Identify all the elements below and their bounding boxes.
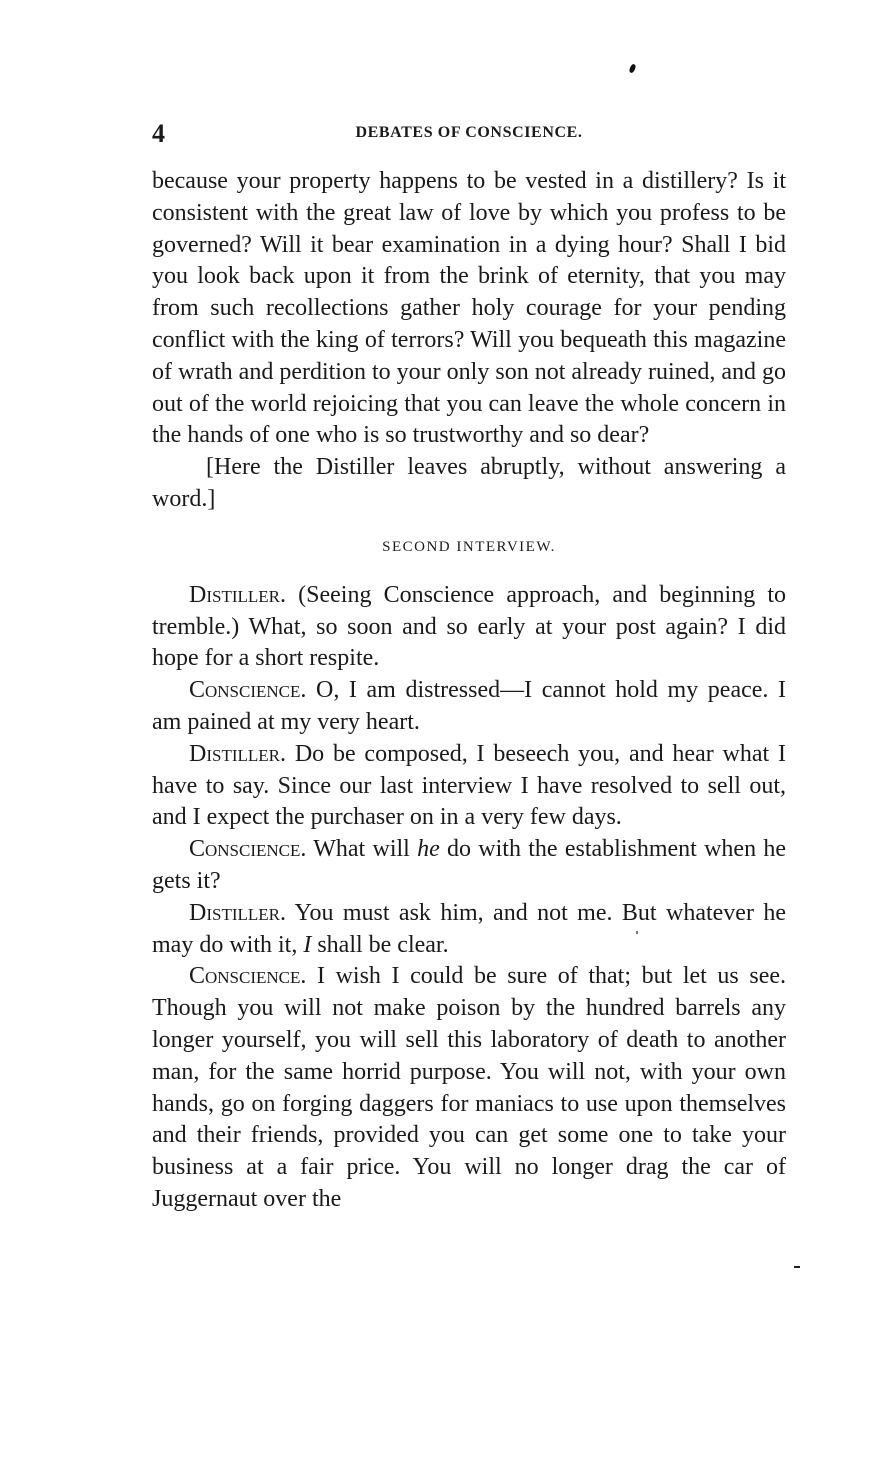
dialogue-text: Do be composed, I beseech you, and hear what I have to say. Since our last interview I have resolved to sell out, and I expect the purchaser on in a very few days. <box>152 740 786 831</box>
emphasis-text: I <box>303 931 312 958</box>
dialogue-paragraph <box>152 675 786 739</box>
stage-direction: [Here the Distiller leaves abruptly, without answering a word.] <box>152 454 786 512</box>
continuation-dash <box>794 1266 800 1268</box>
speaker-name: Distiller. <box>189 899 286 926</box>
speaker-name: Conscience. <box>189 963 307 990</box>
dialogue-paragraph <box>152 580 786 675</box>
dialogue-paragraph <box>152 961 786 1215</box>
page-header <box>152 119 786 148</box>
dialogue-text: (Seeing Conscience approach, and beginning to tremble.) What, so soon and so early at your post again? I did hope for a short respite. <box>152 581 786 672</box>
speaker-name: Distiller. <box>189 581 286 608</box>
speaker-name: Conscience. <box>189 836 307 863</box>
emphasis-text: he <box>417 836 440 863</box>
opening-paragraph: because your property happens to be vested in a distillery? Is it consistent with the great law of love by which you profess to be governed? Will it bear examination in a dying hour? Shall I bid you look back upon it from the brink of eternity, that you may from such recollections gather holy courage for your pending conflict with the king of terrors? Will you bequeath this magazine of wrath and perdition to your only son not already ruined, and go out of the world rejoicing that you can leave the whole concern in the hands of one who is so trustworthy and so dear? <box>152 168 786 449</box>
dialogue-paragraph <box>152 898 786 962</box>
dialogue-text: I wish I could be sure of that; but let us see. Though you will not make poison by the hundred barrels any longer yourself, you will sell this laboratory of death to another man, for the same horrid purpose. You will not, with your own hands, go on forging daggers for maniacs to use upon themselves and their friends, provided you can get some one to take your business at a fair price. You will no longer drag the car of Juggernaut over the <box>152 963 786 1212</box>
dialogue-text: What will <box>306 836 418 863</box>
dialogue-text: You must ask him, and not me. But whatever he may do with it, <box>152 899 786 958</box>
dialogue-paragraph <box>152 739 786 834</box>
speaker-name: Distiller. <box>189 740 286 767</box>
page-number: 4 <box>152 119 165 148</box>
ink-speck <box>629 63 637 73</box>
dialogue-text: shall be clear. <box>311 931 449 958</box>
dialogue-text: O, I am distressed—I cannot hold my peace. I am pained at my very heart. <box>152 677 786 735</box>
page-body <box>152 166 786 1216</box>
dialogue-text: do with the establishment when he gets it? <box>152 836 787 894</box>
speaker-name: Conscience. <box>189 677 307 704</box>
dialogue-paragraph <box>152 834 786 898</box>
running-title: DEBATES OF CONSCIENCE. <box>355 124 583 141</box>
section-heading: SECOND INTERVIEW. <box>382 538 556 555</box>
